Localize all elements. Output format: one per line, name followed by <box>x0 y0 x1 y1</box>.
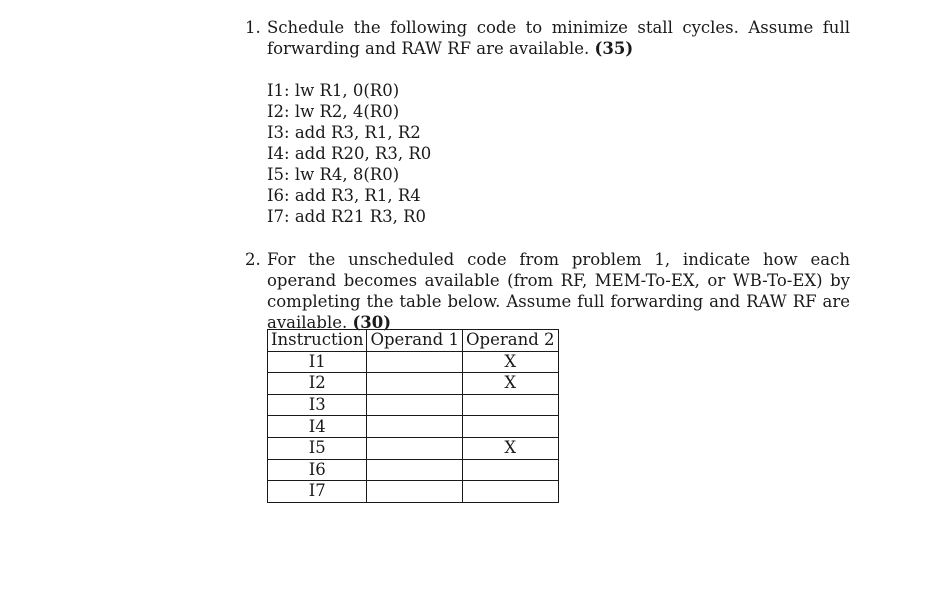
operand-2-cell: X <box>462 437 558 459</box>
problem-2-points: (30) <box>352 313 392 332</box>
code-line: I6: add R3, R1, R4 <box>267 186 421 205</box>
header-operand-2: Operand 2 <box>462 330 558 352</box>
problem-1-text <box>267 17 850 59</box>
instruction-cell: I4 <box>268 416 367 438</box>
instruction-cell: I5 <box>268 437 367 459</box>
table-row <box>268 416 559 438</box>
code-line: I3: add R3, R1, R2 <box>267 123 421 142</box>
code-line: I1: lw R1, 0(R0) <box>267 81 400 100</box>
operand-2-cell <box>462 459 558 481</box>
operand-2-cell <box>462 394 558 416</box>
operand-2-cell <box>462 416 558 438</box>
operand-1-cell <box>367 437 463 459</box>
instruction-cell: I6 <box>268 459 367 481</box>
table-row <box>268 394 559 416</box>
operand-1-cell <box>367 416 463 438</box>
operand-table <box>267 329 559 503</box>
code-line: I7: add R21 R3, R0 <box>267 207 427 226</box>
header-instruction: Instruction <box>268 330 367 352</box>
header-operand-1: Operand 1 <box>367 330 463 352</box>
instruction-cell: I7 <box>268 481 367 503</box>
code-line: I5: lw R4, 8(R0) <box>267 165 400 184</box>
problem-2-text <box>267 249 850 333</box>
problem-2-statement: For the unscheduled code from problem 1, indicate how each operand becomes available (from RF, MEM-To-EX, or WB-To-EX) by completing the table below. Assume full forwarding and RAW RF are available. <box>267 250 850 332</box>
table-header-row <box>268 330 559 352</box>
table-row <box>268 481 559 503</box>
code-listing <box>267 80 431 227</box>
operand-2-cell: X <box>462 351 558 373</box>
operand-1-cell <box>367 481 463 503</box>
problem-1-number: 1. <box>245 18 261 37</box>
operand-1-cell <box>367 373 463 395</box>
code-line: I2: lw R2, 4(R0) <box>267 102 400 121</box>
problem-2-number: 2. <box>245 250 261 269</box>
operand-1-cell <box>367 459 463 481</box>
table-row <box>268 437 559 459</box>
operand-2-cell: X <box>462 373 558 395</box>
table-row <box>268 351 559 373</box>
operand-2-cell <box>462 481 558 503</box>
operand-1-cell <box>367 394 463 416</box>
instruction-cell: I3 <box>268 394 367 416</box>
problem-2 <box>245 249 850 333</box>
operand-1-cell <box>367 351 463 373</box>
instruction-cell: I1 <box>268 351 367 373</box>
table-row <box>268 373 559 395</box>
instruction-cell: I2 <box>268 373 367 395</box>
problem-1-statement: Schedule the following code to minimize stall cycles. Assume full forwarding and RAW RF are available. <box>267 18 850 58</box>
problem-1-points: (35) <box>594 39 634 58</box>
table-row <box>268 459 559 481</box>
code-line: I4: add R20, R3, R0 <box>267 144 432 163</box>
problem-1 <box>245 17 850 59</box>
